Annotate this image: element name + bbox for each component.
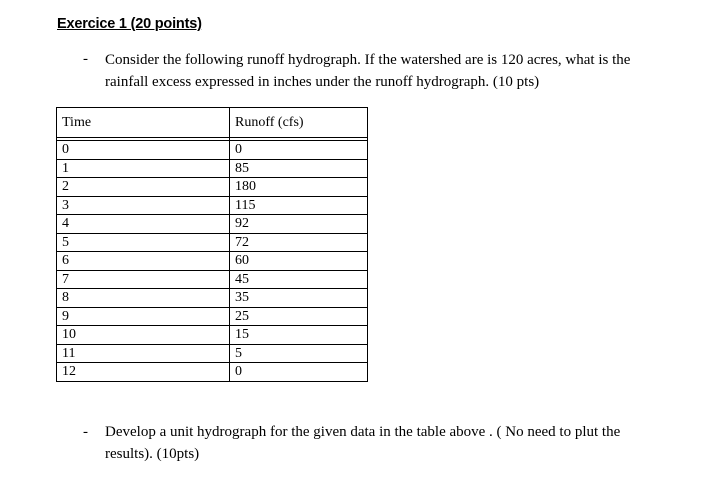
question2-line2: results). (10pts) — [105, 446, 200, 462]
time-cell: 3 — [57, 196, 230, 215]
question1-line2: rainfall excess expressed in inches under the runoff hydrograph. (10 pts) — [105, 74, 540, 90]
runoff-cell: 0 — [230, 141, 368, 160]
table-row — [57, 307, 368, 326]
question2-line1: Develop a unit hydrograph for the given data in the table above . ( No need to plut the — [105, 424, 621, 440]
time-cell: 12 — [57, 363, 230, 382]
table-row — [57, 196, 368, 215]
exercise-title: Exercice 1 (20 points) — [57, 16, 202, 32]
time-cell: 10 — [57, 326, 230, 345]
runoff-cell: 35 — [230, 289, 368, 308]
runoff-cell: 15 — [230, 326, 368, 345]
table-row — [57, 141, 368, 160]
time-cell: 11 — [57, 344, 230, 363]
runoff-hydrograph-table — [56, 107, 368, 382]
runoff-cell: 92 — [230, 215, 368, 234]
table-row — [57, 363, 368, 382]
table-row — [57, 215, 368, 234]
question1-bullet: - — [83, 51, 88, 67]
question2-bullet: - — [83, 424, 88, 440]
runoff-cell: 0 — [230, 363, 368, 382]
time-column-header: Time — [57, 108, 230, 138]
table-header-row — [57, 108, 368, 138]
runoff-cell: 60 — [230, 252, 368, 271]
time-cell: 4 — [57, 215, 230, 234]
table-row — [57, 270, 368, 289]
question1-text — [105, 49, 630, 93]
runoff-cell: 115 — [230, 196, 368, 215]
time-cell: 8 — [57, 289, 230, 308]
runoff-cell: 45 — [230, 270, 368, 289]
time-cell: 0 — [57, 141, 230, 160]
runoff-cell: 85 — [230, 159, 368, 178]
time-cell: 2 — [57, 178, 230, 197]
table-row — [57, 289, 368, 308]
time-cell: 9 — [57, 307, 230, 326]
table-row — [57, 233, 368, 252]
time-cell: 5 — [57, 233, 230, 252]
time-cell: 1 — [57, 159, 230, 178]
table-row — [57, 252, 368, 271]
table-row — [57, 344, 368, 363]
table-row — [57, 159, 368, 178]
table-row — [57, 178, 368, 197]
runoff-column-header: Runoff (cfs) — [230, 108, 368, 138]
time-cell: 6 — [57, 252, 230, 271]
question1-line1: Consider the following runoff hydrograph. If the watershed are is 120 acres, what is the — [105, 52, 631, 68]
runoff-cell: 5 — [230, 344, 368, 363]
time-cell: 7 — [57, 270, 230, 289]
table-row — [57, 326, 368, 345]
runoff-cell: 180 — [230, 178, 368, 197]
question2-text — [105, 421, 620, 465]
runoff-cell: 72 — [230, 233, 368, 252]
runoff-cell: 25 — [230, 307, 368, 326]
